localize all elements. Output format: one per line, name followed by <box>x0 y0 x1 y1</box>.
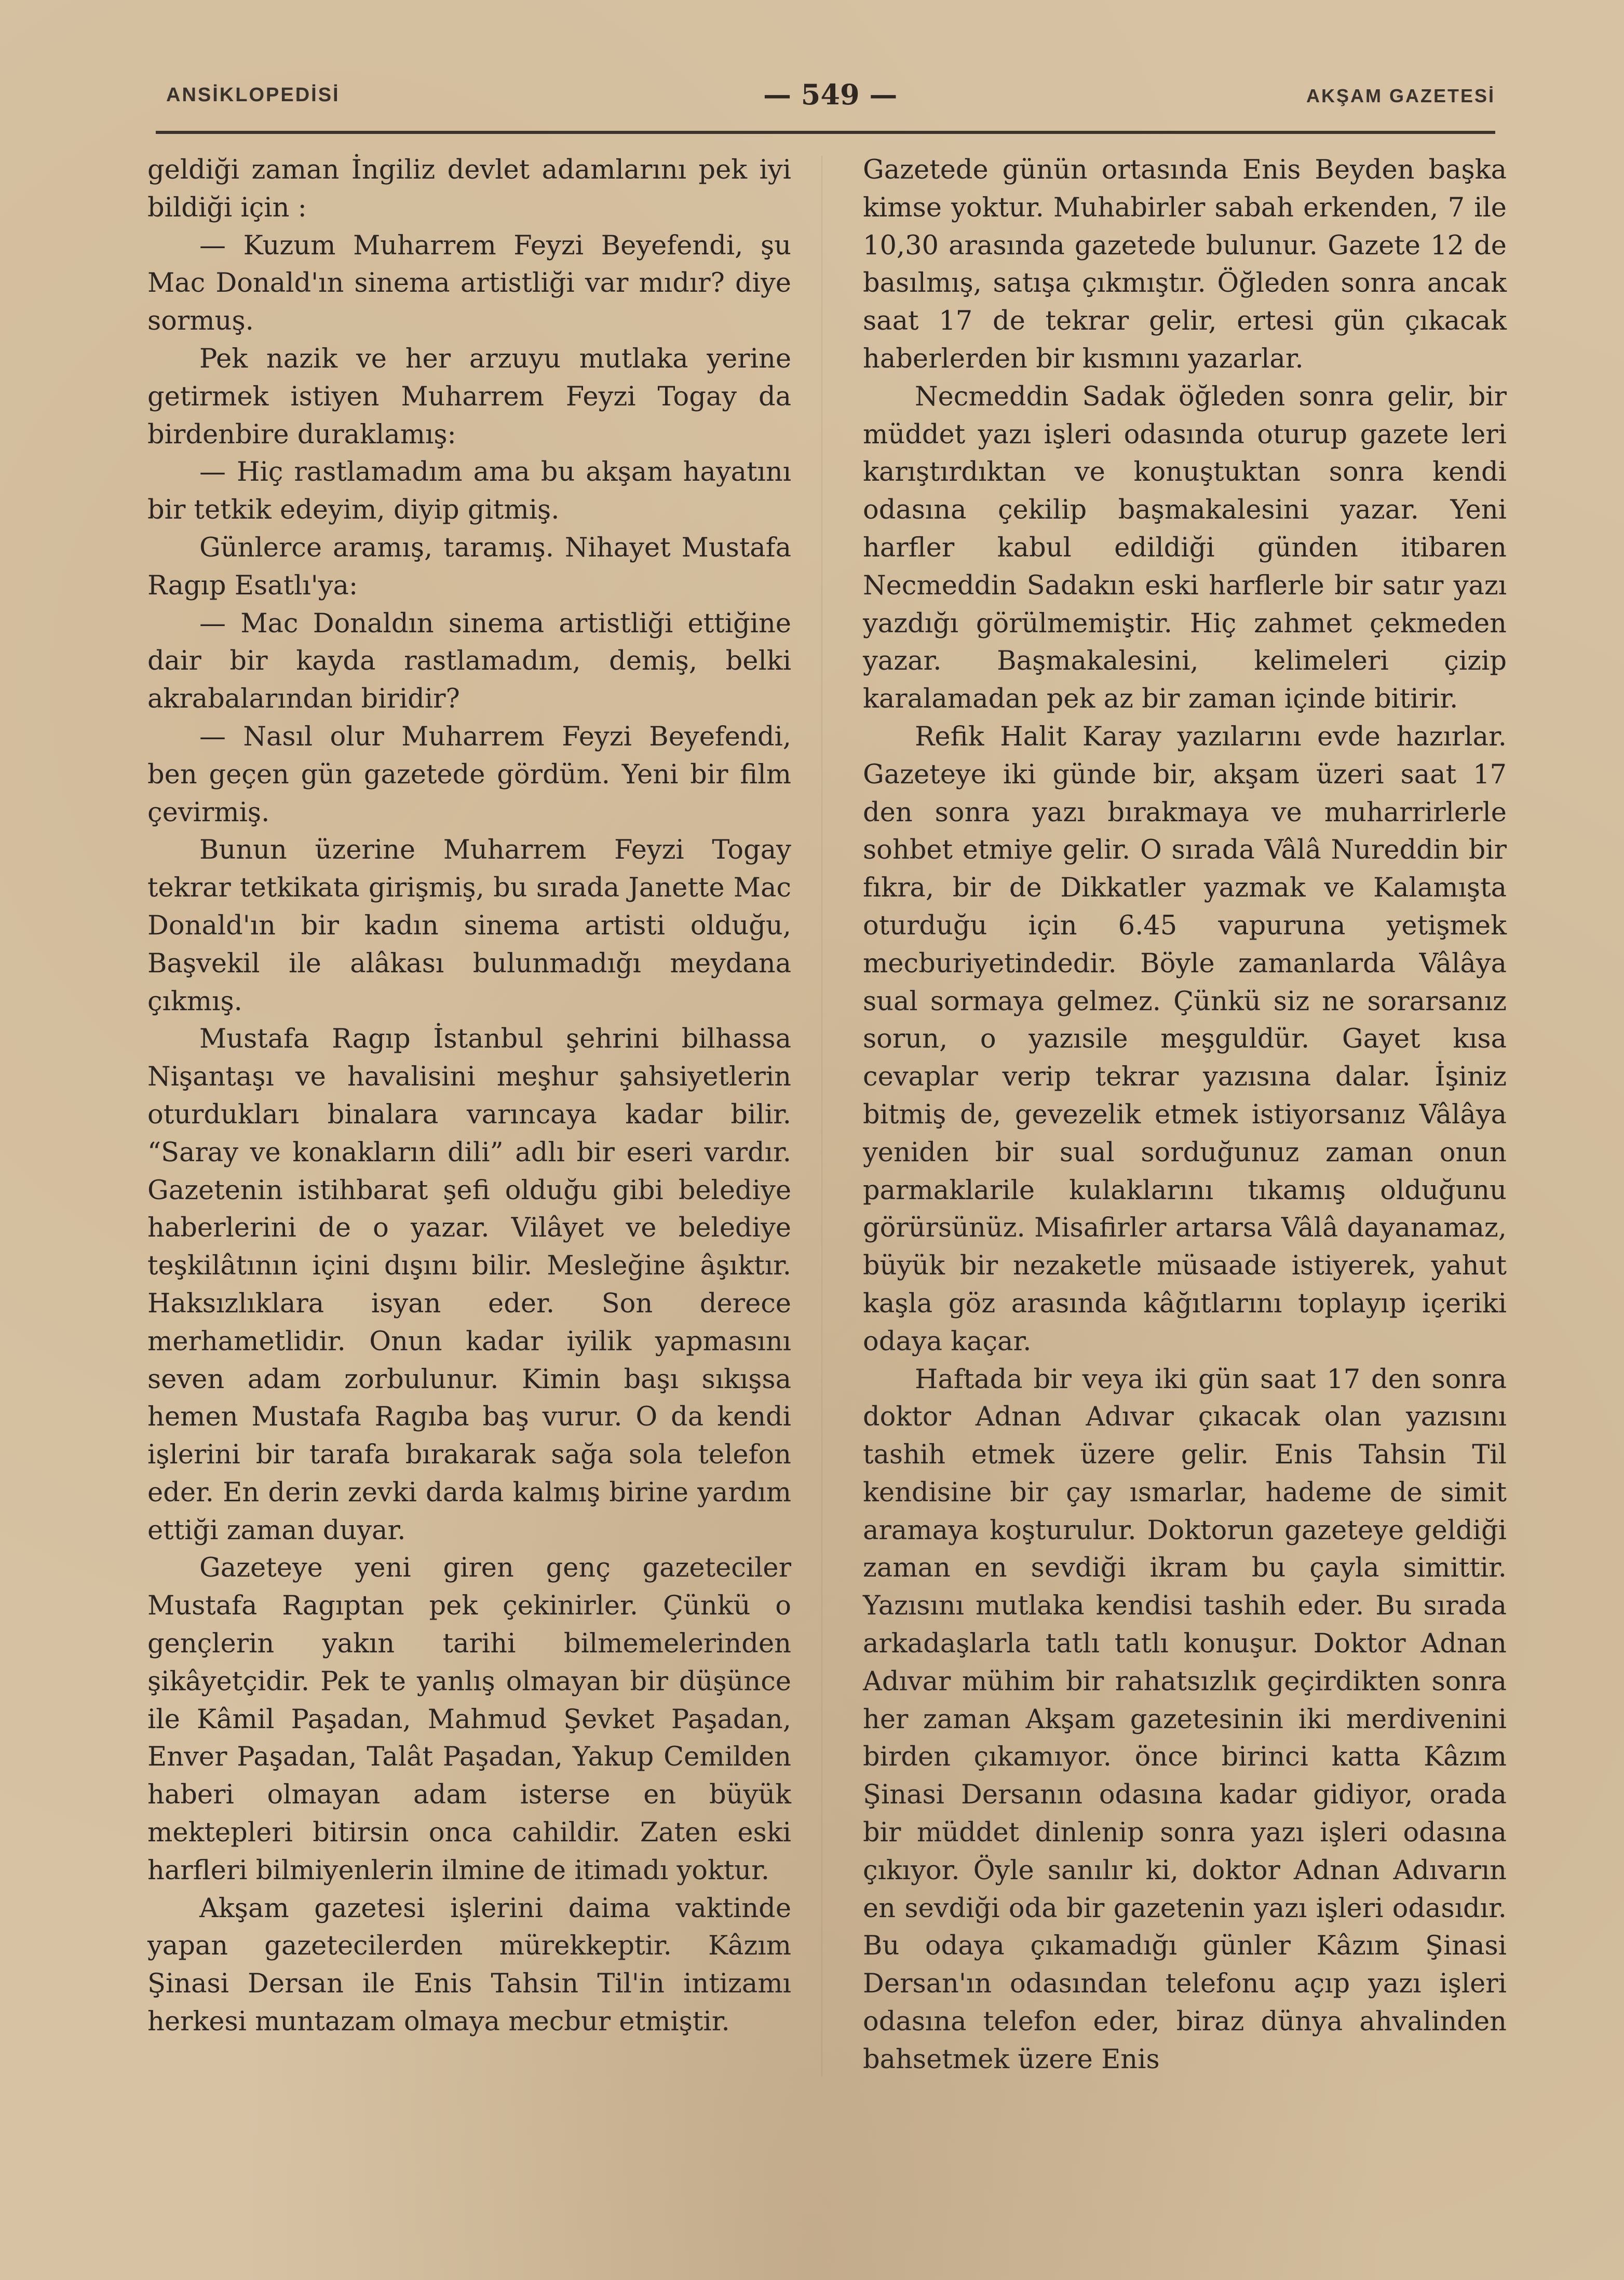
paragraph: Necmeddin Sadak öğleden sonra gelir, bir müddet yazı işleri odasında oturup gazete leri karıştırdıktan ve konuştuktan sonra kendi odasına çekilip başmakalesini yazar. Yeni harfler kabul edildiği günden itibaren Necmeddin Sadakın eski harflerle bir satır yazı yazdığı görülmemiştir. Hiç zahmet çekmeden yazar. Başmakalesini, kelimeleri çizip karalamadan pek az bir zaman içinde bitirir. <box>863 381 1507 715</box>
right-column <box>863 152 1507 2079</box>
paragraph: geldiği zaman İngiliz devlet adamlarını pek iyi bildiği için : <box>147 155 791 223</box>
paragraph: Günlerce aramış, taramış. Nihayet Mustafa Ragıp Esatlı'ya: <box>147 532 791 601</box>
paragraph: Bunun üzerine Muharrem Feyzi Togay tekrar tetkikata girişmiş, bu sırada Janette Mac Donald'ın bir kadın sinema artisti olduğu, Başvekil ile alâkası bulunmadığı meydana çıkmış. <box>147 835 791 1017</box>
paragraph: — Hiç rastlamadım ama bu akşam hayatını bir tetkik edeyim, diyip gitmiş. <box>147 457 791 526</box>
paragraph: Gazetede günün ortasında Enis Beyden başka kimse yoktur. Muhabirler sabah erkenden, 7 ile 10,30 arasında gazetede bulunur. Gazete 12 de basılmış, satışa çıkmıştır. Öğleden sonra ancak saat 17 de tekrar gelir, ertesi gün çıkacak haberlerden bir kısmını yazarlar. <box>863 155 1507 374</box>
header-left-title: ANSİKLOPEDİSİ <box>166 84 340 106</box>
paragraph: Pek nazik ve her arzuyu mutlaka yerine getirmek istiyen Muharrem Feyzi Togay da birdenbire duraklamış: <box>147 343 791 450</box>
paragraph: — Kuzum Muharrem Feyzi Beyefendi, şu Mac Donald'ın sinema artistliği var mıdır? diye sormuş. <box>147 230 791 337</box>
paragraph: Haftada bir veya iki gün saat 17 den sonra doktor Adnan Adıvar çıkacak olan yazısını tashih etmek üzere gelir. Enis Tahsin Til kendisine bir çay ısmarlar, hademe de simit aramaya koşturulur. Doktorun gazeteye geldiği zaman en sevdiği ikram bu çayla simittir. Yazısını mutlaka kendisi tashih eder. Bu sırada arkadaşlarla tatlı tatlı konuşur. Doktor Adnan Adıvar mühim bir rahatsızlık geçirdikten sonra her zaman Akşam gazetesinin iki merdivenini birden çıkamıyor. önce birinci katta Kâzım Şinasi Dersanın odasına kadar gidiyor, orada bir müddet dinlenip sonra yazı işleri odasına çıkıyor. Öyle sanılır ki, doktor Adnan Adıvarın en sevdiği oda bir gazetenin yazı işleri odasıdır. Bu odaya çıkamadığı günler Kâzım Şinasi Dersan'ın odasından telefonu açıp yazı işleri odasına telefon eder, biraz dünya ahvalinden bahsetmek üzere Enis <box>863 1364 1507 2075</box>
paragraph: Akşam gazetesi işlerini daima vaktinde yapan gazetecilerden mürekkeptir. Kâzım Şinasi Dersan ile Enis Tahsin Til'in intizamı herkesi muntazam olmaya mecbur etmiştir. <box>147 1893 791 2038</box>
paragraph: Gazeteye yeni giren genç gazeteciler Mustafa Ragıptan pek çekinirler. Çünkü o gençlerin yakın tarihi bilmemelerinden şikâyetçidir. Pek te yanlış olmayan bir düşünce ile Kâmil Paşadan, Mahmud Şevket Paşadan, Enver Paşadan, Talât Paşadan, Yakup Cemilden haberi olmayan adam isterse en büyük mektepleri bitirsin onca cahildir. Zaten eski harfleri bilmiyenlerin ilmine de itimadı yoktur. <box>147 1553 791 1886</box>
page-number: — 549 — <box>763 78 898 111</box>
paragraph: — Mac Donaldın sinema artistliği ettiğine dair bir kayda rastlamadım, demiş, belki akrabalarından biridir? <box>147 608 791 715</box>
paragraph: Refik Halit Karay yazılarını evde hazırlar. Gazeteye iki günde bir, akşam üzeri saat 17 den sonra yazı bırakmaya ve muharrirlerle sohbet etmiye gelir. O sırada Vâlâ Nureddin bir fıkra, bir de Dikkatler yazmak ve Kalamışta oturduğu için 6.45 vapuruna yetişmek mecburiyetindedir. Böyle zamanlarda Vâlâya sual sormaya gelmez. Çünkü siz ne sorarsanız sorun, o yazısile meşguldür. Gayet kısa cevaplar verip tekrar yazısına dalar. İşiniz bitmiş de, gevezelik etmek istiyorsanız Vâlâya yeniden bir sual sorduğunuz zaman onun parmaklarile kulaklarını tıkamış olduğunu görürsünüz. Misafirler artarsa Vâlâ dayanamaz, büyük bir nezaketle müsaade istiyerek, yahut kaşla göz arasında kâğıtlarını toplayıp içeriki odaya kaçar. <box>863 721 1507 1357</box>
header-rule <box>156 131 1495 134</box>
left-column <box>147 152 791 2041</box>
column-divider <box>821 156 822 2077</box>
paragraph: — Nasıl olur Muharrem Feyzi Beyefendi, ben geçen gün gazetede gördüm. Yeni bir film çevirmiş. <box>147 721 791 828</box>
header-right-title: AKŞAM GAZETESİ <box>1306 85 1495 106</box>
paragraph: Mustafa Ragıp İstanbul şehrini bilhassa Nişantaşı ve havalisini meşhur şahsiyetlerin oturdukları binalara varıncaya kadar bilir. “Saray ve konakların dili” adlı bir eseri vardır. Gazetenin istihbarat şefi olduğu gibi belediye haberlerini de o yazar. Vilâyet ve belediye teşkilâtının içini dışını bilir. Mesleğine âşıktır. Haksızlıklara isyan eder. Son derece merhametlidir. Onun kadar iyilik yapmasını seven adam zorbulunur. Kimin başı sıkışsa hemen Mustafa Ragıba baş vurur. O da kendi işlerini bir tarafa bırakarak sağa sola telefon eder. En derin zevki darda kalmış birine yardım ettiği zaman duyar. <box>147 1024 791 1546</box>
page-header <box>166 78 1495 119</box>
